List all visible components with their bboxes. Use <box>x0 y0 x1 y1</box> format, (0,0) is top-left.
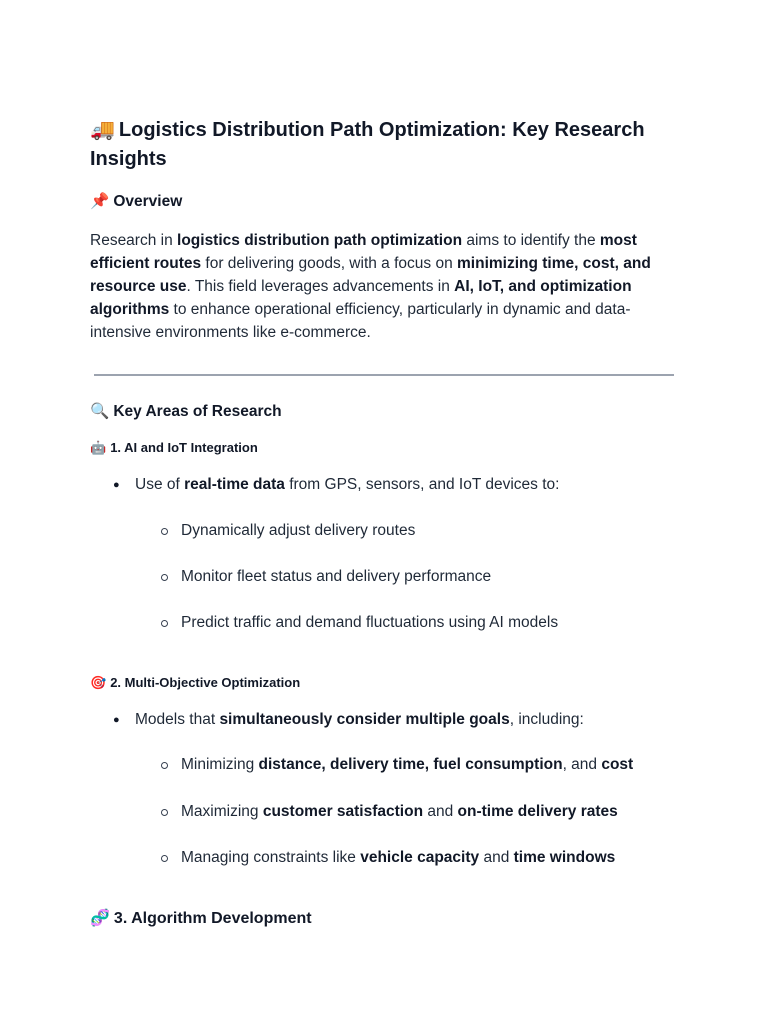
section2-heading-text: 2. Multi-Objective Optimization <box>110 675 301 690</box>
sub-list-item: Dynamically adjust delivery routes <box>181 522 416 539</box>
section3-heading <box>90 908 312 928</box>
sub-list-item <box>181 848 615 868</box>
section2-heading <box>90 675 300 691</box>
bullet-bold: real-time data <box>184 476 285 493</box>
bullet-text-pre: Models that <box>135 711 220 728</box>
bullet-text-post: , including: <box>509 711 584 728</box>
sub-text-pre: Managing constraints like <box>181 849 361 866</box>
target-icon: 🎯 <box>90 675 107 690</box>
overview-bold-1: logistics distribution path optimization <box>177 232 463 249</box>
section1-heading-text: 1. AI and IoT Integration <box>110 440 258 455</box>
list-item <box>135 710 584 730</box>
list-item <box>135 475 559 495</box>
sub-bold-2: cost <box>601 756 634 773</box>
overview-bold-2: most efficient routes <box>90 232 637 272</box>
key-areas-heading <box>90 402 282 421</box>
page-title-text: Logistics Distribution Path Optimization: Key Research Insights <box>90 119 645 170</box>
magnifier-icon: 🔍 <box>90 403 110 420</box>
overview-bold-4: AI, IoT, and optimization algorithms <box>90 278 632 318</box>
overview-text-2: aims to identify the <box>462 232 600 249</box>
sub-bold-1: vehicle capacity <box>360 849 480 866</box>
overview-text-1: Research in <box>90 232 178 249</box>
sub-text-mid: and <box>423 803 458 820</box>
sub-bold-2: on-time delivery rates <box>457 803 618 820</box>
sub-text-pre: Maximizing <box>181 803 263 820</box>
overview-heading-text: Overview <box>113 193 183 210</box>
robot-icon: 🤖 <box>90 440 107 455</box>
overview-paragraph <box>90 229 690 344</box>
section3-heading-text: 3. Algorithm Development <box>113 910 312 927</box>
overview-heading <box>90 192 182 211</box>
overview-bold-3: minimizing time, cost, and resource use <box>90 255 651 295</box>
section1-heading <box>90 440 258 456</box>
sub-bold-1: distance, delivery time, fuel consumption <box>258 756 563 773</box>
sub-bold-2: time windows <box>513 849 616 866</box>
bullet-text-post: from GPS, sensors, and IoT devices to: <box>284 476 560 493</box>
overview-text-4: . This field leverages advancements in <box>186 278 455 295</box>
sub-text-mid: , and <box>562 756 602 773</box>
dna-icon: 🧬 <box>90 910 110 927</box>
sub-text-mid: and <box>479 849 514 866</box>
overview-text-5: to enhance operational efficiency, particularly in dynamic and data-intensive environments like e-commerce. <box>90 301 631 341</box>
sub-bold-1: customer satisfaction <box>262 803 424 820</box>
sub-list-item: Monitor fleet status and delivery performance <box>181 568 492 585</box>
bullet-bold: simultaneously consider multiple goals <box>219 711 510 728</box>
pushpin-icon: 📌 <box>90 193 110 210</box>
truck-icon: 🚚 <box>90 119 115 141</box>
key-areas-heading-text: Key Areas of Research <box>113 403 282 420</box>
sub-list-item <box>181 755 633 775</box>
bullet-text-pre: Use of <box>135 476 185 493</box>
page-title <box>90 116 650 174</box>
sub-text-pre: Minimizing <box>181 756 259 773</box>
sub-list-item <box>181 802 618 822</box>
sub-list-item: Predict traffic and demand fluctuations using AI models <box>181 614 559 631</box>
overview-text-3: for delivering goods, with a focus on <box>201 255 458 272</box>
horizontal-divider <box>94 374 674 376</box>
